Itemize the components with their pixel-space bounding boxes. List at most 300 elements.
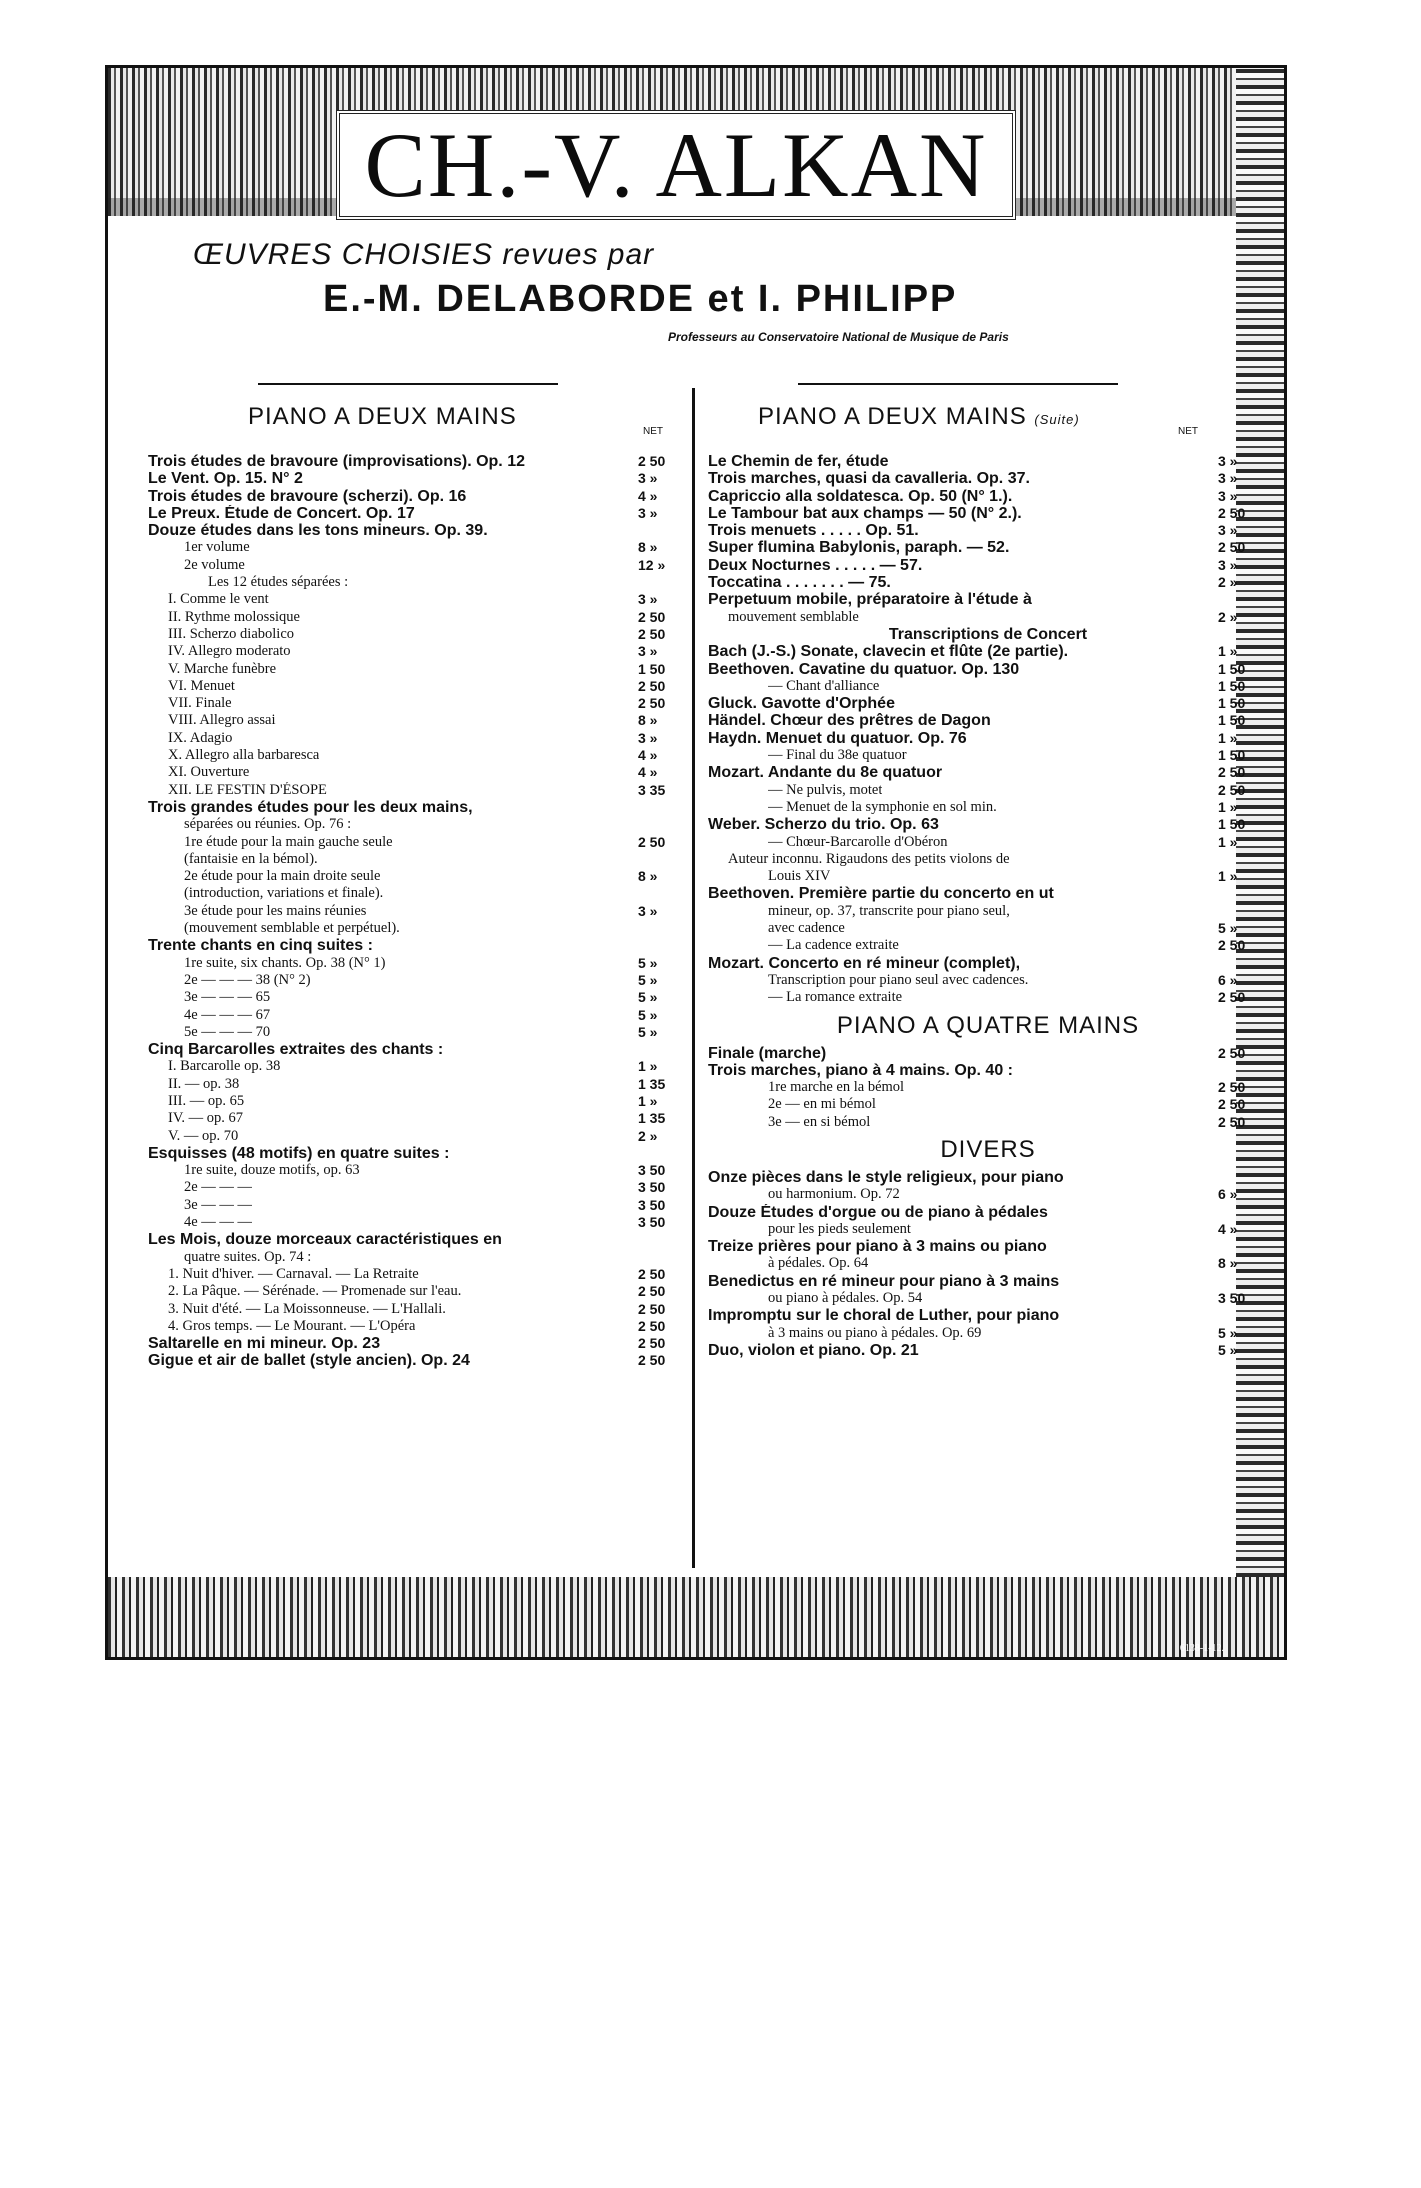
composer-title: CH.-V. ALKAN xyxy=(364,114,988,216)
entry-title: — Menuet de la symphonie en sol min. xyxy=(768,798,997,815)
catalog-entry xyxy=(148,1162,688,1179)
editors: E.-M. DELABORDE et I. PHILIPP xyxy=(323,278,958,320)
catalog-entry xyxy=(708,955,1268,972)
entry-title: III. — op. 65 xyxy=(168,1092,245,1109)
entry-title: Mozart. Concerto en ré mineur (complet), xyxy=(708,954,1021,972)
catalog-entry xyxy=(708,522,1268,539)
entry-title: VIII. Allegro assai xyxy=(168,712,276,729)
entry-price: 5 » xyxy=(638,954,658,971)
catalog-entry xyxy=(148,1352,688,1369)
catalog-entry xyxy=(148,868,688,885)
catalog-entry xyxy=(148,903,688,920)
entry-title: Douze études dans les tons mineurs. Op. 39. xyxy=(148,522,488,540)
entry-title: mouvement semblable xyxy=(728,608,859,625)
entry-price: 5 » xyxy=(638,1006,658,1023)
right-column xyxy=(708,453,1268,1359)
catalog-entry xyxy=(148,1197,688,1214)
entry-price: 1 35 xyxy=(638,1075,666,1092)
entry-title: Deux Nocturnes . . . . . — 57. xyxy=(708,556,923,574)
entry-price: 2 50 xyxy=(638,1352,666,1369)
entry-title: VI. Menuet xyxy=(168,677,235,694)
catalog-entry xyxy=(708,747,1268,764)
catalog-entry xyxy=(148,730,688,747)
entry-title: Duo, violon et piano. Op. 21 xyxy=(708,1341,919,1359)
catalog-entry xyxy=(708,643,1268,660)
entry-title: Trois études de bravoure (scherzi). Op. 16 xyxy=(148,487,467,505)
catalog-entry xyxy=(708,661,1268,678)
entry-price: 2 50 xyxy=(638,625,666,642)
catalog-entry xyxy=(708,920,1268,937)
catalog-entry xyxy=(148,1301,688,1318)
catalog-entry xyxy=(148,1179,688,1196)
entry-title: Le Vent. Op. 15. N° 2 xyxy=(148,470,303,488)
entry-title: Trois marches, quasi da cavalleria. Op. 37. xyxy=(708,470,1030,488)
entry-title: Transcription pour piano seul avec cadences. xyxy=(768,971,1029,988)
catalog-entry xyxy=(708,730,1268,747)
left-column xyxy=(148,453,688,1370)
entry-title: III. Scherzo diabolico xyxy=(168,625,295,642)
entry-title: Super flumina Babylonis, paraph. — 52. xyxy=(708,539,1010,557)
entry-title: — Ne pulvis, motet xyxy=(768,781,883,798)
entry-title: Le Tambour bat aux champs — 50 (N° 2.). xyxy=(708,504,1022,522)
entry-price: 2 50 xyxy=(638,833,666,850)
right-rule xyxy=(798,383,1118,385)
catalog-entry xyxy=(708,539,1268,556)
catalog-entry xyxy=(708,470,1268,487)
catalog-entry xyxy=(148,695,688,712)
right-heading xyxy=(758,403,1080,431)
entry-price: 1 35 xyxy=(638,1110,666,1127)
entry-title: Haydn. Menuet du quatuor. Op. 76 xyxy=(708,729,967,747)
entry-price: 12 » xyxy=(638,556,666,573)
catalog-entry xyxy=(708,1255,1268,1272)
entry-title: — Chant d'alliance xyxy=(768,677,880,694)
catalog-entry xyxy=(708,1045,1268,1062)
catalog-entry xyxy=(148,764,688,781)
catalog-entry xyxy=(148,470,688,487)
catalog-entry xyxy=(708,626,1268,643)
entry-title: DIVERS xyxy=(940,1135,1036,1163)
entry-price: 3 » xyxy=(638,470,658,487)
catalog-entry xyxy=(148,1231,688,1248)
entry-price: 2 50 xyxy=(1218,1113,1246,1130)
entry-title: IX. Adagio xyxy=(168,729,233,746)
catalog-entry xyxy=(148,557,688,574)
catalog-entry xyxy=(148,1128,688,1145)
catalog-entry xyxy=(148,1076,688,1093)
right-heading-suffix: (Suite) xyxy=(1034,412,1080,427)
catalog-entry xyxy=(148,1007,688,1024)
entry-title: 4. Gros temps. — Le Mourant. — L'Opéra xyxy=(168,1317,416,1334)
entry-price: 2 » xyxy=(638,1127,658,1144)
entry-price: 2 » xyxy=(1218,608,1238,625)
catalog-entry xyxy=(708,1204,1268,1221)
entry-title: Impromptu sur le choral de Luther, pour piano xyxy=(708,1307,1060,1325)
entry-title: 1re étude pour la main gauche seule xyxy=(184,833,393,850)
catalog-entry xyxy=(708,712,1268,729)
catalog-entry xyxy=(708,488,1268,505)
entry-price: 1 » xyxy=(638,1092,658,1109)
entry-price: 1 » xyxy=(1218,833,1238,850)
catalog-entry xyxy=(148,574,688,591)
catalog-entry xyxy=(708,1131,1268,1169)
catalog-entry xyxy=(708,505,1268,522)
entry-price: 1 » xyxy=(1218,798,1238,815)
entry-title: Benedictus en ré mineur pour piano à 3 mains xyxy=(708,1272,1060,1290)
entry-title: mineur, op. 37, transcrite pour piano seul, xyxy=(768,902,1010,919)
catalog-entry xyxy=(708,937,1268,954)
entry-title: X. Allegro alla barbaresca xyxy=(168,747,320,764)
entry-title: VII. Finale xyxy=(168,695,232,712)
entry-price: 3 » xyxy=(1218,522,1238,539)
entry-price: 2 50 xyxy=(1218,1096,1246,1113)
catalog-entry xyxy=(148,1318,688,1335)
entry-title: — La cadence extraite xyxy=(768,937,899,954)
entry-price: 4 » xyxy=(638,487,658,504)
plate-code: 6138-1-12. xyxy=(1179,1643,1224,1654)
entry-title: 3e étude pour les mains réunies xyxy=(184,902,367,919)
catalog-entry xyxy=(708,695,1268,712)
entry-title: 2. La Pâque. — Sérénade. — Promenade sur l'eau. xyxy=(168,1283,462,1300)
catalog-entry xyxy=(148,643,688,660)
entry-price: 5 » xyxy=(1218,920,1238,937)
entry-title: XI. Ouverture xyxy=(168,764,250,781)
entry-title: Douze Études d'orgue ou de piano à pédales xyxy=(708,1203,1048,1221)
left-heading: PIANO A DEUX MAINS xyxy=(248,403,517,430)
catalog-entry xyxy=(148,782,688,799)
catalog-entry xyxy=(708,1062,1268,1079)
entry-title: Louis XIV xyxy=(768,868,831,885)
entry-title: Trente chants en cinq suites : xyxy=(148,937,373,955)
right-net-label: NET xyxy=(1178,426,1198,437)
entry-price: 8 » xyxy=(1218,1255,1238,1272)
entry-title: Weber. Scherzo du trio. Op. 63 xyxy=(708,816,939,834)
catalog-entry xyxy=(148,1041,688,1058)
entry-title: PIANO A QUATRE MAINS xyxy=(836,1011,1140,1039)
catalog-entry xyxy=(708,764,1268,781)
entry-price: 6 » xyxy=(1218,971,1238,988)
entry-price: 3 » xyxy=(1218,556,1238,573)
entry-price: 2 50 xyxy=(638,695,666,712)
subtitle: ŒUVRES CHOISIES revues par xyxy=(193,238,655,271)
entry-title: IV. Allegro moderato xyxy=(168,643,291,660)
catalog-entry xyxy=(148,1110,688,1127)
catalog-entry xyxy=(708,1290,1268,1307)
entry-price: 8 » xyxy=(638,712,658,729)
catalog-entry xyxy=(148,626,688,643)
catalog-entry xyxy=(708,1096,1268,1113)
left-net-label: NET xyxy=(643,426,663,437)
entry-price: 2 50 xyxy=(638,1300,666,1317)
entry-price: 4 » xyxy=(638,747,658,764)
entry-title: II. — op. 38 xyxy=(168,1075,240,1092)
catalog-entry xyxy=(148,816,688,833)
catalog-entry xyxy=(148,1214,688,1231)
catalog-entry xyxy=(708,1325,1268,1342)
catalog-entry xyxy=(708,799,1268,816)
catalog-entry xyxy=(148,1249,688,1266)
entry-price: 1 50 xyxy=(1218,660,1246,677)
catalog-entry xyxy=(148,799,688,816)
catalog-entry xyxy=(708,609,1268,626)
catalog-entry xyxy=(148,834,688,851)
entry-title: Toccatina . . . . . . . — 75. xyxy=(708,574,891,592)
entry-title: I. Comme le vent xyxy=(168,591,269,608)
entry-title: — Final du 38e quatuor xyxy=(768,747,907,764)
entry-price: 3 » xyxy=(1218,470,1238,487)
entry-price: 2 50 xyxy=(1218,504,1246,521)
entry-title: I. Barcarolle op. 38 xyxy=(168,1058,281,1075)
entry-price: 2 50 xyxy=(1218,764,1246,781)
entry-price: 2 50 xyxy=(1218,1044,1246,1061)
entry-title: Le Preux. Étude de Concert. Op. 17 xyxy=(148,504,415,522)
entry-title: Les 12 études séparées : xyxy=(208,574,349,591)
entry-title: — La romance extraite xyxy=(768,989,903,1006)
entry-title: (mouvement semblable et perpétuel). xyxy=(184,920,400,937)
entry-price: 1 50 xyxy=(638,660,666,677)
catalog-entry xyxy=(708,1169,1268,1186)
entry-title: 1re suite, six chants. Op. 38 (N° 1) xyxy=(184,954,386,971)
entry-title: ou piano à pédales. Op. 54 xyxy=(768,1290,923,1307)
catalog-entry xyxy=(148,712,688,729)
entry-title: 3e — — — 65 xyxy=(184,989,271,1006)
entry-price: 2 50 xyxy=(638,1317,666,1334)
catalog-entry xyxy=(708,782,1268,799)
entry-title: Transcriptions de Concert xyxy=(888,625,1088,643)
catalog-entry xyxy=(708,1307,1268,1324)
catalog-entry xyxy=(148,539,688,556)
entry-title: à 3 mains ou piano à pédales. Op. 69 xyxy=(768,1324,982,1341)
catalog-entry xyxy=(708,453,1268,470)
entry-price: 5 » xyxy=(1218,1324,1238,1341)
entry-title: séparées ou réunies. Op. 76 : xyxy=(184,816,352,833)
catalog-entry xyxy=(708,851,1268,868)
catalog-entry xyxy=(148,1093,688,1110)
catalog-entry xyxy=(708,1007,1268,1045)
entry-title: Gigue et air de ballet (style ancien). Op. 24 xyxy=(148,1352,470,1370)
entry-price: 2 50 xyxy=(1218,539,1246,556)
entry-title: Esquisses (48 motifs) en quatre suites : xyxy=(148,1144,450,1162)
catalog-entry xyxy=(148,885,688,902)
entry-title: Händel. Chœur des prêtres de Dagon xyxy=(708,712,991,730)
entry-price: 2 50 xyxy=(1218,781,1246,798)
entry-price: 1 50 xyxy=(1218,816,1246,833)
catalog-entry xyxy=(708,1114,1268,1131)
entry-title: Trois études de bravoure (improvisations). Op. 12 xyxy=(148,453,525,470)
catalog-entry xyxy=(148,1335,688,1352)
entry-price: 2 50 xyxy=(1218,1079,1246,1096)
catalog-entry xyxy=(708,834,1268,851)
entry-price: 3 » xyxy=(638,504,658,521)
catalog-entry xyxy=(708,678,1268,695)
catalog-entry xyxy=(148,453,688,470)
catalog-entry xyxy=(148,488,688,505)
entry-title: 2e — — — 38 (N° 2) xyxy=(184,971,311,988)
catalog-entry xyxy=(148,851,688,868)
entry-price: 2 50 xyxy=(1218,989,1246,1006)
entry-price: 3 50 xyxy=(638,1214,666,1231)
catalog-entry xyxy=(148,1266,688,1283)
catalog-entry xyxy=(148,937,688,954)
catalog-entry xyxy=(708,972,1268,989)
entry-title: — Chœur-Barcarolle d'Obéron xyxy=(768,833,948,850)
entry-price: 2 50 xyxy=(638,1335,666,1352)
entry-title: 1er volume xyxy=(184,539,250,556)
catalog-entry xyxy=(708,816,1268,833)
entry-title: XII. LE FESTIN D'ÉSOPE xyxy=(168,781,327,798)
entry-price: 3 50 xyxy=(1218,1290,1246,1307)
catalog-entry xyxy=(148,591,688,608)
catalog-entry xyxy=(148,522,688,539)
entry-title: Onze pièces dans le style religieux, pour piano xyxy=(708,1168,1064,1186)
entry-price: 5 » xyxy=(1218,1341,1238,1358)
entry-title: à pédales. Op. 64 xyxy=(768,1255,869,1272)
entry-price: 5 » xyxy=(638,1023,658,1040)
entry-title: 1re suite, douze motifs, op. 63 xyxy=(184,1162,360,1179)
entry-title: Cinq Barcarolles extraites des chants : xyxy=(148,1041,444,1059)
entry-title: quatre suites. Op. 74 : xyxy=(184,1248,312,1265)
entry-title: 1. Nuit d'hiver. — Carnaval. — La Retraite xyxy=(168,1265,419,1282)
entry-title: 2e étude pour la main droite seule xyxy=(184,868,381,885)
catalog-entry xyxy=(708,989,1268,1006)
entry-price: 3 » xyxy=(638,729,658,746)
catalog-entry xyxy=(708,885,1268,902)
entry-price: 3 » xyxy=(1218,453,1238,469)
entry-title: IV. — op. 67 xyxy=(168,1110,244,1127)
right-heading-text: PIANO A DEUX MAINS xyxy=(758,403,1027,430)
entry-price: 8 » xyxy=(638,539,658,556)
entry-title: Finale (marche) xyxy=(708,1044,827,1062)
entry-title: Treize prières pour piano à 3 mains ou piano xyxy=(708,1238,1047,1256)
entry-price: 5 » xyxy=(638,989,658,1006)
entry-title: ou harmonium. Op. 72 xyxy=(768,1186,900,1203)
entry-price: 1 50 xyxy=(1218,677,1246,694)
entry-price: 1 » xyxy=(1218,868,1238,885)
entry-title: Beethoven. Cavatine du quatuor. Op. 130 xyxy=(708,660,1020,678)
entry-price: 2 50 xyxy=(638,1265,666,1282)
entry-price: 1 » xyxy=(1218,729,1238,746)
entry-title: 2e volume xyxy=(184,556,245,573)
entry-price: 8 » xyxy=(638,868,658,885)
catalog-entry xyxy=(708,591,1268,608)
entry-title: (introduction, variations et finale). xyxy=(184,885,384,902)
catalog-entry xyxy=(708,868,1268,885)
entry-price: 3 50 xyxy=(638,1162,666,1179)
catalog-entry xyxy=(708,1238,1268,1255)
entry-price: 3 » xyxy=(638,643,658,660)
entry-title: Saltarelle en mi mineur. Op. 23 xyxy=(148,1335,381,1353)
entry-price: 1 50 xyxy=(1218,747,1246,764)
catalog-entry xyxy=(148,747,688,764)
catalog-entry xyxy=(148,1058,688,1075)
catalog-entry xyxy=(148,661,688,678)
catalog-entry xyxy=(708,1273,1268,1290)
entry-title: Auteur inconnu. Rigaudons des petits violons de xyxy=(728,850,1010,867)
entry-price: 2 50 xyxy=(638,608,666,625)
entry-title: II. Rythme molossique xyxy=(168,608,300,625)
entry-title: Mozart. Andante du 8e quatuor xyxy=(708,764,943,782)
entry-title: pour les pieds seulement xyxy=(768,1220,911,1237)
column-divider xyxy=(692,388,695,1568)
entry-price: 4 » xyxy=(638,764,658,781)
entry-title: V. Marche funèbre xyxy=(168,660,277,677)
catalog-entry xyxy=(148,1145,688,1162)
entry-title: Trois marches, piano à 4 mains. Op. 40 : xyxy=(708,1061,1013,1079)
entry-title: Les Mois, douze morceaux caractéristiques en xyxy=(148,1231,502,1249)
catalog-entry xyxy=(148,1283,688,1300)
entry-title: Trois grandes études pour les deux mains, xyxy=(148,798,473,816)
entry-price: 3 » xyxy=(1218,487,1238,504)
catalog-entry xyxy=(148,920,688,937)
entry-price: 5 » xyxy=(638,971,658,988)
entry-price: 1 50 xyxy=(1218,695,1246,712)
entry-title: 4e — — — 67 xyxy=(184,1006,271,1023)
entry-title: avec cadence xyxy=(768,920,845,937)
entry-price: 6 » xyxy=(1218,1186,1238,1203)
entry-title: 4e — — — xyxy=(184,1214,253,1231)
entry-price: 3 50 xyxy=(638,1196,666,1213)
catalog-entry xyxy=(148,609,688,626)
entry-price: 3 » xyxy=(638,591,658,608)
entry-price: 1 50 xyxy=(1218,712,1246,729)
entry-title: 2e — — — xyxy=(184,1179,253,1196)
entry-price: 1 » xyxy=(1218,643,1238,660)
entry-title: V. — op. 70 xyxy=(168,1127,239,1144)
entry-price: 3 » xyxy=(638,902,658,919)
entry-price: 3 35 xyxy=(638,781,666,798)
left-rule xyxy=(258,383,558,385)
entry-title: Trois menuets . . . . . Op. 51. xyxy=(708,522,919,540)
catalog-entry xyxy=(148,1024,688,1041)
catalog-entry xyxy=(708,1079,1268,1096)
entry-price: 3 50 xyxy=(638,1179,666,1196)
professors-note: Professeurs au Conservatoire National de Musique de Paris xyxy=(668,330,1009,344)
entry-price: 2 50 xyxy=(638,1283,666,1300)
catalog-entry xyxy=(148,989,688,1006)
catalog-entry xyxy=(708,903,1268,920)
entry-title: 5e — — — 70 xyxy=(184,1023,271,1040)
entry-title: Gluck. Gavotte d'Orphée xyxy=(708,695,895,713)
entry-title: Beethoven. Première partie du concerto en ut xyxy=(708,885,1054,903)
catalog-entry xyxy=(708,1186,1268,1203)
catalog-entry xyxy=(708,574,1268,591)
ornament-bottom-band xyxy=(108,1577,1284,1657)
entry-price: 2 » xyxy=(1218,574,1238,591)
entry-title: 3. Nuit d'été. — La Moissonneuse. — L'Hallali. xyxy=(168,1300,446,1317)
catalog-entry xyxy=(148,678,688,695)
catalog-entry xyxy=(708,1342,1268,1359)
entry-title: (fantaisie en la bémol). xyxy=(184,850,318,867)
catalog-entry xyxy=(708,557,1268,574)
entry-title: Le Chemin de fer, étude xyxy=(708,453,889,470)
catalog-entry xyxy=(148,972,688,989)
entry-title: Capriccio alla soldatesca. Op. 50 (N° 1.). xyxy=(708,487,1013,505)
entry-price: 1 » xyxy=(638,1058,658,1075)
catalog-entry xyxy=(148,505,688,522)
catalog-entry xyxy=(148,955,688,972)
catalog-entry xyxy=(708,1221,1268,1238)
entry-title: 3e — en si bémol xyxy=(768,1113,871,1130)
entry-title: Bach (J.-S.) Sonate, clavecin et flûte (2e partie). xyxy=(708,643,1069,661)
entry-price: 2 50 xyxy=(1218,937,1246,954)
title-cartouche xyxy=(336,110,1016,220)
entry-price: 4 » xyxy=(1218,1220,1238,1237)
entry-price: 2 50 xyxy=(638,453,666,469)
catalog-page xyxy=(105,65,1287,1660)
entry-title: 1re marche en la bémol xyxy=(768,1079,905,1096)
entry-title: 2e — en mi bémol xyxy=(768,1096,876,1113)
entry-title: Perpetuum mobile, préparatoire à l'étude à xyxy=(708,591,1032,609)
